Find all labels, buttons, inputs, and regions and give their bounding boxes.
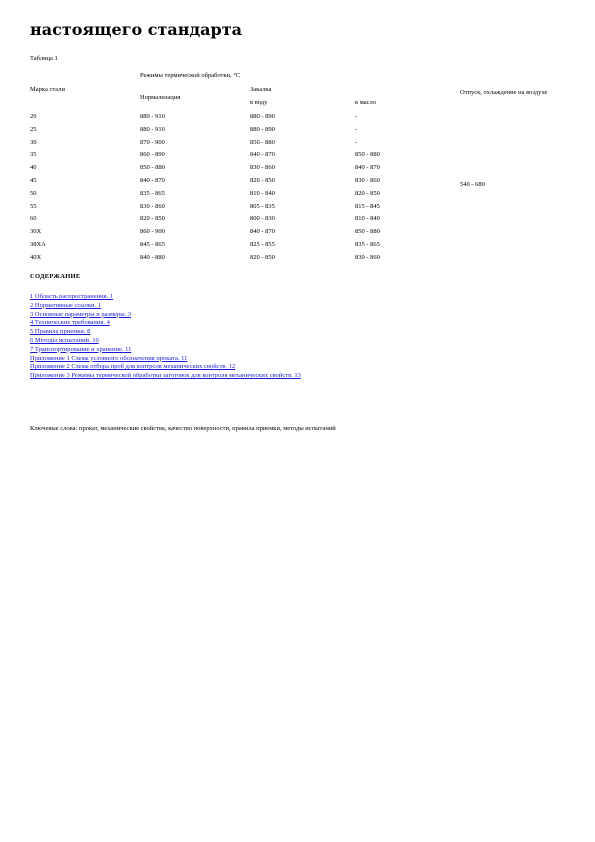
table-cell-oil: 840 - 870 — [355, 164, 380, 172]
table-cell-norm: 860 - 900 — [140, 228, 165, 236]
table-cell-oil: 830 - 860 — [355, 177, 380, 184]
table-cell-water: 805 - 835 — [250, 202, 275, 210]
toc-link[interactable]: 1 Область распространения. 1 — [30, 293, 114, 300]
table-cell-steel: 20 — [30, 113, 37, 120]
table-cell-norm: 820 - 850 — [140, 215, 165, 223]
table-cell-oil: 835 - 865 — [355, 241, 380, 248]
toc-link[interactable]: Приложение 2 Схема отбора проб для контроля механических свойств. 12 — [30, 363, 236, 371]
table-cell-steel: 55 — [30, 202, 37, 210]
table-cell-steel: 50 — [30, 189, 37, 197]
table-cell-norm: 840 - 880 — [140, 253, 165, 261]
header-quench-water: в воду — [250, 99, 268, 106]
table-cell-steel: 25 — [30, 125, 37, 133]
table-cell-norm: 870 - 900 — [140, 138, 165, 146]
table-cell-oil: - — [355, 138, 358, 146]
header-quench: Закалка — [250, 86, 272, 93]
header-tempering-text: Отпуск, охлаждение на воздухе — [460, 89, 548, 96]
toc-link[interactable]: 3 Основные параметры и размеры. 3 — [30, 310, 132, 318]
toc-link[interactable]: 6 Методы испытаний. 10 — [30, 337, 99, 344]
tempering-value: 540 - 680 — [460, 181, 485, 188]
page-heading: настоящего стандарта — [30, 20, 242, 39]
header-tempering — [460, 88, 555, 97]
table-cell-oil: 850 - 880 — [355, 151, 380, 159]
keywords-line: Ключевые слова: прокат, механические свойства, качество поверхности, правила приемки, методы испытаний — [30, 425, 336, 432]
toc-link[interactable]: 7 Транспортирование и хранение. 11 — [30, 345, 132, 353]
table-cell-steel: 40Х — [30, 253, 42, 261]
table-cell-norm: 880 - 910 — [140, 125, 165, 133]
table-cell-norm: 860 - 890 — [140, 151, 165, 159]
table-cell-norm: 880 - 910 — [140, 113, 165, 120]
table-cell-water: 820 - 850 — [250, 177, 275, 184]
header-normalization: Нормализация — [140, 94, 181, 101]
header-quench-oil: в масло — [355, 99, 377, 106]
toc-link[interactable]: Приложение 3 Режимы термической обработки заготовок для контроля механических свойств. 13 — [30, 372, 301, 380]
table-cell-oil: - — [355, 125, 358, 133]
table-cell-steel: 45 — [30, 177, 37, 184]
toc-link[interactable]: Приложение 1 Схема условного обозначения проката. 11 — [30, 354, 188, 362]
table-cell-water: 825 - 855 — [250, 241, 275, 248]
contents-title: СОДЕРЖАНИЕ — [30, 273, 81, 280]
table-cell-steel: 38ХА — [30, 241, 46, 248]
table-cell-oil: 815 - 845 — [355, 202, 380, 210]
table-cell-water: 840 - 870 — [250, 228, 275, 236]
table-cell-water: 810 - 840 — [250, 189, 275, 197]
table-cell-oil: 830 - 860 — [355, 253, 380, 261]
table-cell-steel: 35 — [30, 151, 37, 159]
table-cell-water: 880 - 890 — [250, 113, 275, 120]
table-cell-norm: 850 - 880 — [140, 164, 165, 172]
table-cell-oil: 820 - 850 — [355, 189, 380, 197]
table-cell-water: 840 - 870 — [250, 151, 275, 159]
table-caption: Таблица 1 — [30, 55, 58, 62]
table-cell-oil: 810 - 840 — [355, 215, 380, 223]
table-cell-norm: 840 - 870 — [140, 177, 165, 184]
table-cell-steel: 40 — [30, 164, 37, 172]
table-cell-water: 820 - 850 — [250, 253, 275, 261]
table-cell-norm: 830 - 860 — [140, 202, 165, 210]
table-cell-water: 800 - 830 — [250, 215, 275, 223]
table-cell-norm: 835 - 865 — [140, 189, 165, 197]
table-cell-steel: 60 — [30, 215, 37, 223]
toc-link[interactable]: 2 Нормативные ссылки. 1 — [30, 301, 102, 309]
header-modes: Режимы термической обработки, °С — [140, 72, 241, 79]
table-cell-steel: 30Х — [30, 228, 42, 236]
table-cell-oil: 850 - 880 — [355, 228, 380, 236]
table-cell-water: 830 - 860 — [250, 164, 275, 172]
toc-link[interactable]: 5 Правила приемки. 8 — [30, 328, 91, 336]
toc-link[interactable]: 4 Технические требования. 4 — [30, 319, 110, 327]
table-cell-water: 880 - 890 — [250, 125, 275, 133]
table-cell-steel: 30 — [30, 138, 37, 146]
table-cell-norm: 845 - 865 — [140, 241, 165, 248]
table-cell-oil: - — [355, 113, 358, 120]
header-steel: Марка стали — [30, 86, 65, 93]
table-cell-water: 850 - 880 — [250, 138, 275, 146]
